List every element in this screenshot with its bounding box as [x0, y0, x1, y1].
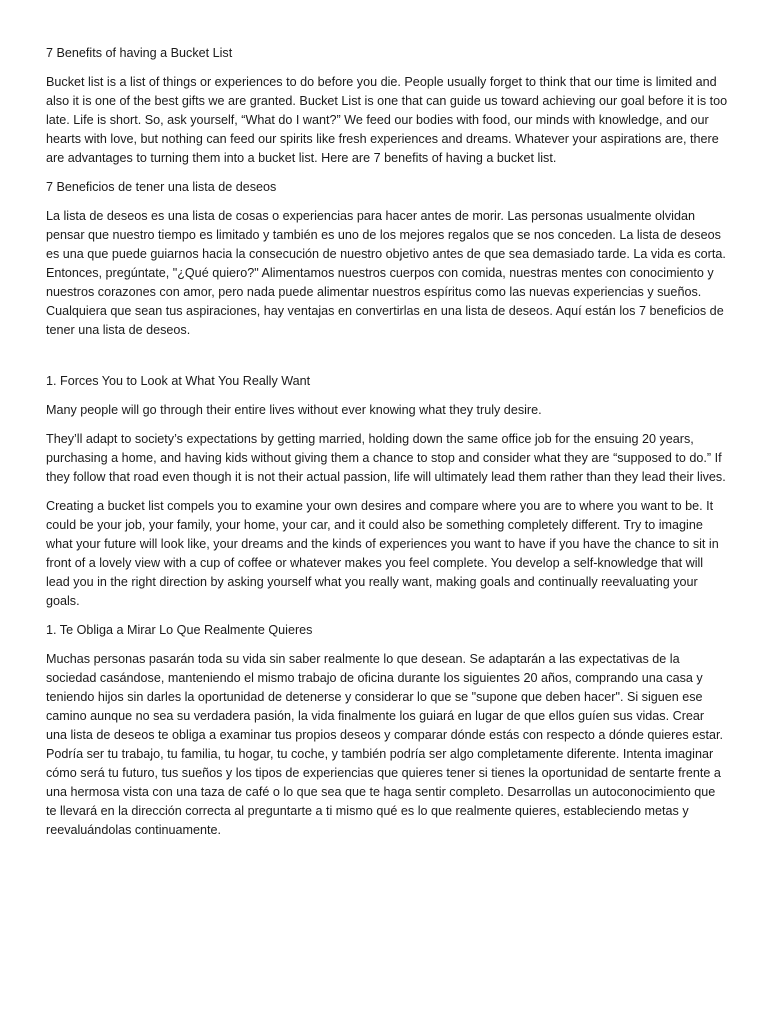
document-page [46, 44, 728, 850]
intro-paragraph-spanish: La lista de deseos es una lista de cosas o experiencias para hacer antes de morir. Las personas usualmente olvidan pensar que nuestro tiempo es limitado y también es uno de los mejores regalos que se nos conceden. La lista de deseos es una que puede guiarnos hacia la consecución de nuestro objetivo antes de que sea demasiado tarde. La vida es corta. Entonces, pregúntate, "¿Qué quiero?" Alimentamos nuestros cuerpos con comida, nuestras mentes con conocimiento y nuestros corazones con amor, pero nada puede alimentar nuestros espíritus como las nuevas experiencias y sueños. Cualquiera que sean tus aspiraciones, hay ventajas en convertirlas en una lista de deseos. Aquí están los 7 beneficios de tener una lista de deseos. [46, 209, 726, 337]
section-spacer [46, 350, 728, 372]
benefit-1-paragraph-2-english: They’ll adapt to society’s expectations by getting married, holding down the same office job for the ensuing 20 years, purchasing a home, and having kids without giving them a chance to stop and consider what they are “supposed to do.” If they follow that road even though it is not their actual passion, life will ultimately lead them rather than they lead their lives. [46, 432, 726, 484]
benefit-1-paragraph-3-english: Creating a bucket list compels you to examine your own desires and compare where you are to where you want to be. It could be your job, your family, your home, your car, and it could also be something completely different. Try to imagine what your future will look like, your dreams and the kinds of experiences you want to have if you have the chance to sit in front of a lovely view with a cup of coffee or whatever makes you feel complete. You develop a self-knowledge that will lead you in the right direction by asking yourself what you really want, making goals and continually reevaluating your goals. [46, 499, 719, 608]
title-spanish: 7 Beneficios de tener una lista de deseos [46, 180, 277, 194]
benefit-1-paragraph-1-english: Many people will go through their entire lives without ever knowing what they truly desire. [46, 403, 542, 417]
title-english: 7 Benefits of having a Bucket List [46, 46, 233, 60]
benefit-1-heading-spanish: 1. Te Obliga a Mirar Lo Que Realmente Quieres [46, 623, 313, 637]
benefit-1-heading-english: 1. Forces You to Look at What You Really Want [46, 374, 311, 388]
intro-paragraph-english: Bucket list is a list of things or experiences to do before you die. People usually forget to think that our time is limited and also it is one of the best gifts we are granted. Bucket List is one that can guide us toward achieving our goal before it is too late. Life is short. So, ask yourself, “What do I want?” We feed our bodies with food, our minds with knowledge, and our hearts with love, but nothing can feed our spirits like fresh experiences and dreams. Whatever your aspirations are, there are advantages to turning them into a bucket list. Here are 7 benefits of having a bucket list. [46, 75, 728, 165]
benefit-1-paragraph-spanish: Muchas personas pasarán toda su vida sin saber realmente lo que desean. Se adaptarán a las expectativas de la sociedad casándose, manteniendo el mismo trabajo de oficina durante los siguientes 20 años, comprando una casa y teniendo hijos sin darles la oportunidad de detenerse y considerar lo que se "supone que deben hacer". Si siguen ese camino aunque no sea su verdadera pasión, la vida finalmente los guiará en lugar de que ellos guíen sus vidas. Crear una lista de deseos te obliga a examinar tus propios deseos y comparar dónde estás con respecto a dónde quieres estar. Podría ser tu trabajo, tu familia, tu hogar, tu coche, y también podría ser algo completamente diferente. Intenta imaginar cómo será tu futuro, tus sueños y los tipos de experiencias que quieres tener si tienes la oportunidad de sentarte frente a una hermosa vista con una taza de café o lo que sea que te haga sentir completo. Desarrollas un autoconocimiento que te llevará en la dirección correcta al preguntarte a ti mismo qué es lo que realmente quieres, estableciendo metas y reevaluándolas continuamente. [46, 652, 723, 837]
